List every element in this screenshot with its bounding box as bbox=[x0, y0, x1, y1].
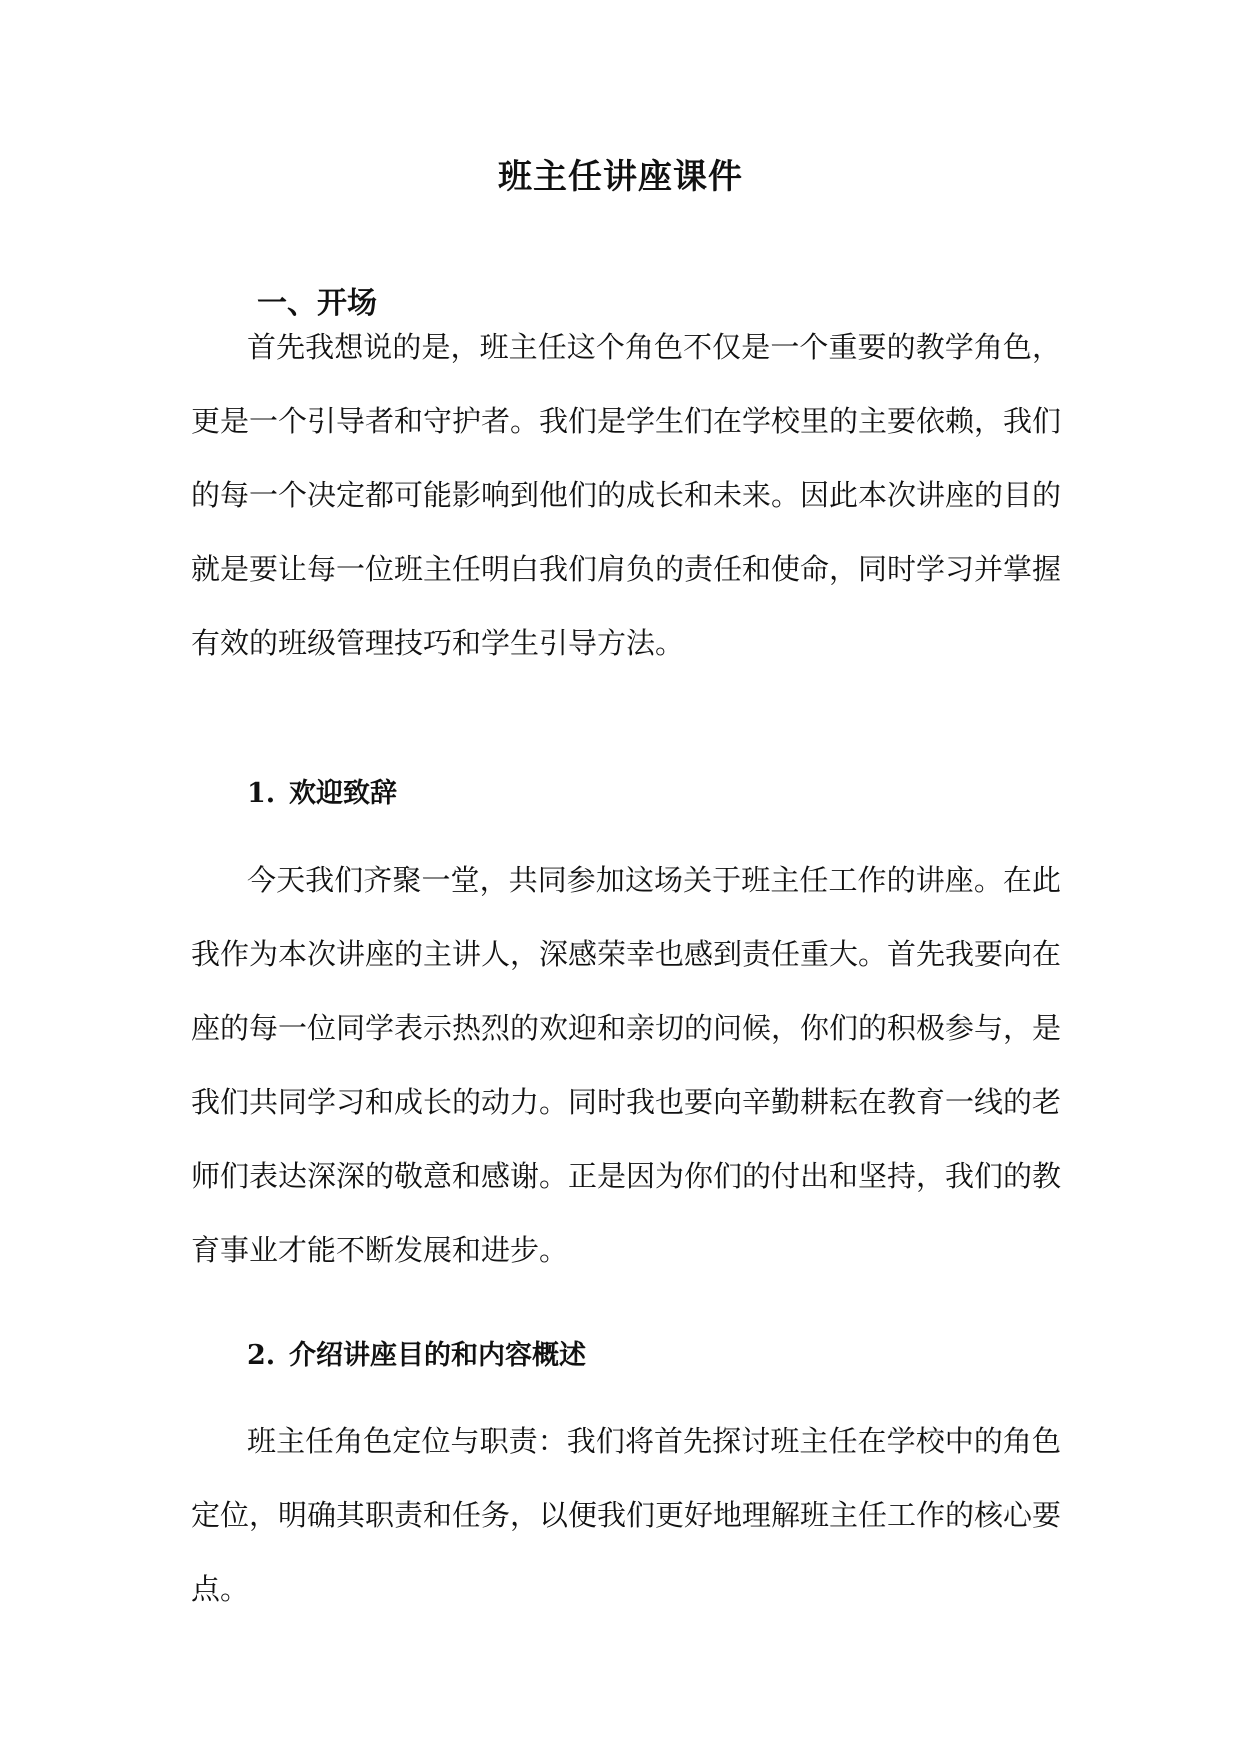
paragraph-line: 师们表达深深的敬意和感谢。正是因为你们的付出和坚持，我们的教 bbox=[191, 1159, 1062, 1193]
paragraph-opening bbox=[191, 310, 1061, 680]
paragraph-line: 定位，明确其职责和任务，以便我们更好地理解班主任工作的核心要 bbox=[191, 1498, 1062, 1532]
paragraph-line: 就是要让每一位班主任明白我们肩负的责任和使命，同时学习并掌握 bbox=[191, 552, 1062, 586]
paragraph-purpose bbox=[191, 1404, 1061, 1626]
subsection-number: 1. bbox=[247, 778, 276, 809]
paragraph-line: 我们共同学习和成长的动力。同时我也要向辛勤耕耘在教育一线的老 bbox=[191, 1085, 1062, 1119]
paragraph-line: 班主任角色定位与职责：我们将首先探讨班主任在学校中的角色 bbox=[247, 1424, 1061, 1458]
paragraph-line: 点。 bbox=[191, 1572, 250, 1606]
document-title: 班主任讲座课件 bbox=[498, 157, 743, 197]
paragraph-line: 我作为本次讲座的主讲人，深感荣幸也感到责任重大。首先我要向在 bbox=[191, 937, 1062, 971]
paragraph-line: 育事业才能不断发展和进步。 bbox=[191, 1233, 569, 1267]
paragraph-welcome bbox=[191, 843, 1061, 1287]
subsection-number: 2. bbox=[247, 1340, 276, 1371]
subsection-title: 介绍讲座目的和内容概述 bbox=[289, 1340, 586, 1371]
paragraph-line: 首先我想说的是，班主任这个角色不仅是一个重要的教学角色， bbox=[247, 330, 1061, 364]
section-heading-opening: 一、开场 bbox=[257, 286, 377, 321]
subsection-heading-purpose bbox=[247, 1336, 586, 1376]
paragraph-line: 今天我们齐聚一堂，共同参加这场关于班主任工作的讲座。在此 bbox=[247, 863, 1061, 897]
paragraph-line: 座的每一位同学表示热烈的欢迎和亲切的问候，你们的积极参与，是 bbox=[191, 1011, 1062, 1045]
subsection-heading-welcome bbox=[247, 774, 397, 814]
paragraph-line: 有效的班级管理技巧和学生引导方法。 bbox=[191, 626, 685, 660]
subsection-title: 欢迎致辞 bbox=[289, 778, 397, 809]
paragraph-line: 的每一个决定都可能影响到他们的成长和未来。因此本次讲座的目的 bbox=[191, 478, 1062, 512]
paragraph-line: 更是一个引导者和守护者。我们是学生们在学校里的主要依赖，我们 bbox=[191, 404, 1062, 438]
